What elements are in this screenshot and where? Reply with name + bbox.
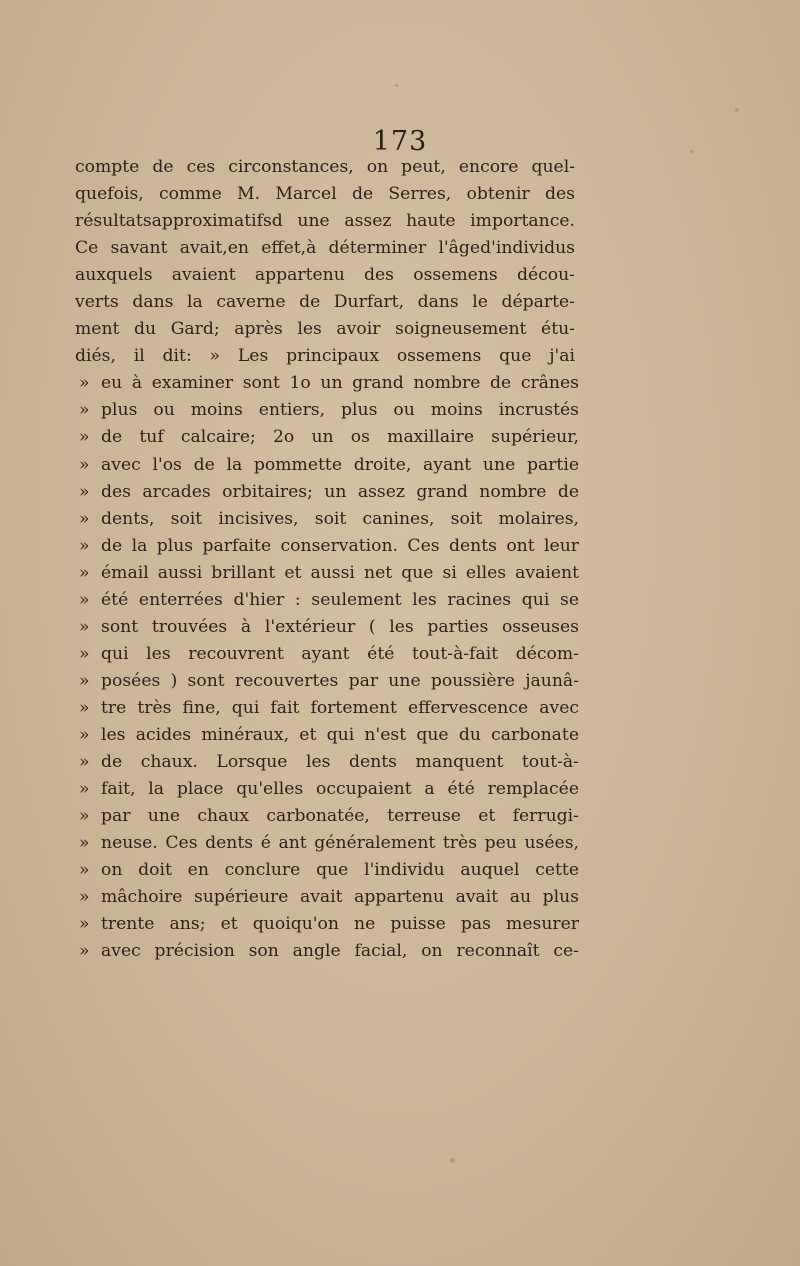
quote-mark: »	[79, 643, 90, 664]
line-text: de chaux. Lorsque les dents manquent tout-à-	[101, 752, 579, 773]
text-line	[75, 424, 579, 451]
text-line	[75, 289, 575, 316]
text-line	[75, 343, 575, 370]
text-line	[75, 262, 575, 289]
line-text: auxquels avaient appartenu des ossemens décou-	[75, 265, 575, 286]
text-line	[75, 749, 579, 776]
quote-mark: »	[79, 535, 90, 556]
text-line	[75, 208, 575, 235]
line-text: ment du Gard; après les avoir soigneusement étu-	[75, 319, 575, 340]
quote-mark: »	[79, 616, 90, 637]
line-text: compte de ces circonstances, on peut, encore quel-	[75, 157, 575, 177]
line-text: de tuf calcaire; 2o un os maxillaire supérieur,	[101, 427, 579, 448]
quote-mark: »	[79, 806, 90, 827]
text-line	[75, 695, 579, 722]
paper-stain	[450, 1158, 455, 1163]
text-line	[75, 181, 575, 208]
quote-mark: »	[79, 373, 90, 394]
text-line	[75, 316, 575, 343]
line-text: résultatsapproximatifsd une assez haute importance.	[75, 211, 575, 232]
quote-mark: »	[79, 508, 90, 529]
text-line	[75, 370, 579, 397]
line-text: de la plus parfaite conservation. Ces dents ont leur	[101, 535, 579, 556]
line-text: avec l'os de la pommette droite, ayant une partie	[101, 454, 579, 475]
quote-mark: »	[79, 670, 90, 691]
line-text: verts dans la caverne de Durfart, dans le départe-	[75, 292, 575, 313]
text-line	[75, 614, 579, 641]
text-line	[75, 587, 579, 614]
quote-mark: »	[79, 427, 90, 448]
body-text	[75, 154, 579, 965]
quote-mark: »	[79, 914, 90, 935]
line-text: dents, soit incisives, soit canines, soit molaires,	[101, 508, 579, 529]
text-line	[75, 506, 579, 533]
line-text: par une chaux carbonatée, terreuse et ferrugi-	[101, 806, 579, 827]
text-line	[75, 911, 579, 938]
line-text: été enterrées d'hier : seulement les racines qui se	[101, 589, 579, 610]
text-line	[75, 397, 579, 424]
quote-mark: »	[79, 833, 90, 854]
line-text: plus ou moins entiers, plus ou moins incrustés	[101, 400, 579, 421]
line-text: Ce savant avait,en effet,à déterminer l'âged'individus	[75, 238, 575, 259]
text-line	[75, 884, 579, 911]
quote-mark: »	[79, 400, 90, 421]
text-line	[75, 533, 579, 560]
line-text: qui les recouvrent ayant été tout-à-fait décom-	[101, 643, 579, 664]
line-text: trente ans; et quoiqu'on ne puisse pas mesurer	[101, 914, 579, 935]
text-line	[75, 154, 575, 181]
line-text: posées ) sont recouvertes par une poussière jaunâ-	[101, 670, 579, 691]
text-line	[75, 776, 579, 803]
text-line	[75, 668, 579, 695]
quote-mark: »	[79, 697, 90, 718]
line-text: les acides minéraux, et qui n'est que du carbonate	[101, 724, 579, 745]
page-number: 173	[372, 126, 428, 157]
line-text: émail aussi brillant et aussi net que si elles avaient	[101, 562, 579, 583]
text-line	[75, 857, 579, 884]
quote-mark: »	[79, 752, 90, 773]
quote-mark: »	[79, 589, 90, 610]
quote-mark: »	[79, 941, 90, 962]
text-line	[75, 722, 579, 749]
text-line	[75, 938, 579, 965]
line-text: des arcades orbitaires; un assez grand nombre de	[101, 481, 579, 502]
quote-mark: »	[79, 562, 90, 583]
text-line	[75, 830, 579, 857]
line-text: eu à examiner sont 1o un grand nombre de crânes	[101, 373, 579, 394]
line-text: avec précision son angle facial, on reconnaît ce-	[101, 941, 579, 962]
text-line	[75, 479, 579, 506]
line-text: fait, la place qu'elles occupaient a été remplacée	[101, 779, 579, 800]
line-text: diés, il dit: » Les principaux ossemens que j'ai	[75, 346, 575, 367]
line-text: mâchoire supérieure avait appartenu avait au plus	[101, 887, 579, 908]
paper-stain	[395, 84, 398, 87]
quote-mark: »	[79, 779, 90, 800]
quote-mark: »	[79, 481, 90, 502]
paper-stain	[735, 108, 739, 112]
line-text: sont trouvées à l'extérieur ( les parties osseuses	[101, 616, 579, 637]
text-line	[75, 452, 579, 479]
quote-mark: »	[79, 724, 90, 745]
text-line	[75, 803, 579, 830]
quote-mark: »	[79, 454, 90, 475]
line-text: quefois, comme M. Marcel de Serres, obtenir des	[75, 184, 575, 205]
line-text: tre très fine, qui fait fortement effervescence avec	[101, 697, 579, 718]
text-line	[75, 560, 579, 587]
text-line	[75, 641, 579, 668]
quote-mark: »	[79, 860, 90, 881]
line-text: on doit en conclure que l'individu auquel cette	[101, 860, 579, 881]
text-line	[75, 235, 575, 262]
line-text: neuse. Ces dents é ant généralement très peu usées,	[101, 833, 579, 854]
quote-mark: »	[79, 887, 90, 908]
